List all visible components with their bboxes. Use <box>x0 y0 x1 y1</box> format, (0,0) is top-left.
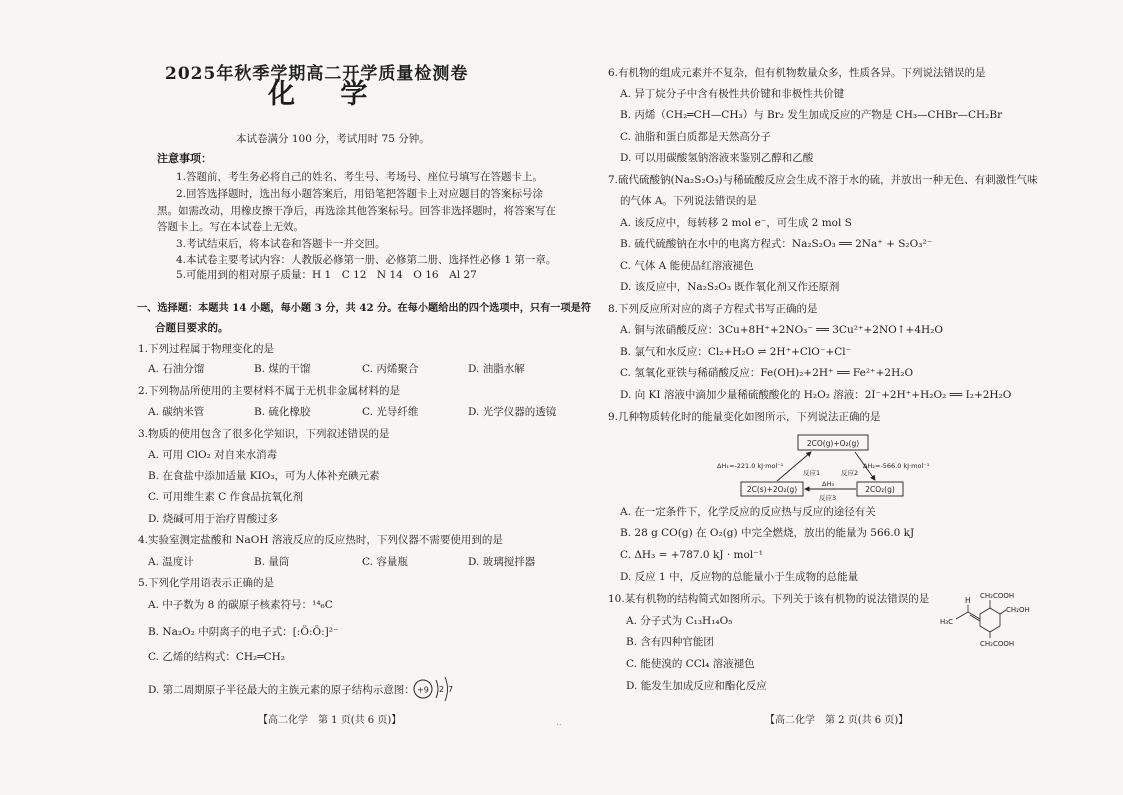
option-a: A. 该反应中，每转移 2 mol e⁻，可生成 2 mol S <box>620 217 852 229</box>
option-b: B. 量筒 <box>254 556 290 568</box>
option-d: D. 第二周期原子半径最大的主族元素的原子结构示意图： <box>148 684 415 696</box>
notice-line: 1.答题前，考生务必将自己的姓名、考生号、考场号、座位号填写在答题卡上。 <box>176 171 544 183</box>
option-c: C. 光导纤维 <box>362 406 419 418</box>
notice-line: 4.本试卷主要考试内容：人教版必修第一册、必修第二册、选择性必修 1 第一章。 <box>176 254 557 266</box>
question-stem: 10.某有机物的结构简式如图所示。下列关于该有机物的说法错误的是 <box>608 593 930 605</box>
dh3-label: ΔH₃ <box>822 480 834 488</box>
option-b: B. 硫代硫酸钠在水中的电离方程式：Na₂S₂O₃ ══ 2Na⁺ + S₂O₃²⁻ <box>620 238 933 250</box>
reaction-3-label: 反应3 <box>819 494 837 502</box>
section-title-cont: 合题目要求的。 <box>155 322 229 334</box>
option-a: A. 在一定条件下，化学反应的反应热与反应的途径有关 <box>620 506 876 518</box>
structure-h: H <box>965 596 971 605</box>
box-left-label: 2C(s)+2O₂(g) <box>746 485 798 494</box>
scan-mark: .. <box>556 718 562 728</box>
option-d: D. 玻璃搅拌器 <box>468 556 536 568</box>
question-stem-cont: 的气体 A。下列说法错误的是 <box>620 195 757 207</box>
notice-title: 注意事项： <box>157 152 212 165</box>
question-stem: 5.下列化学用语表示正确的是 <box>138 577 275 589</box>
reaction-2-label: 反应2 <box>841 469 859 477</box>
option-c: C. 氢氧化亚铁与稀硝酸反应：Fe(OH)₂+2H⁺ ══ Fe²⁺+2H₂O <box>620 367 914 379</box>
atom-shell-1: 2 <box>439 685 445 694</box>
structure-ch2oh: CH₂OH <box>1006 606 1030 614</box>
option-d: D. 光学仪器的透镜 <box>468 406 557 418</box>
option-b: B. 硫化橡胶 <box>254 406 311 418</box>
right-page <box>560 0 1123 795</box>
option-b: B. 煤的干馏 <box>254 363 311 375</box>
option-b: B. 在食盐中添加适量 KIO₃，可为人体补充碘元素 <box>148 470 380 482</box>
option-a: A. 温度计 <box>148 556 194 568</box>
option-c: C. 油脂和蛋白质都是天然高分子 <box>620 131 771 143</box>
option-a: A. 碳纳米管 <box>148 406 205 418</box>
option-a: A. 中子数为 8 的碳原子核素符号：¹⁴₆C <box>148 599 333 611</box>
option-c: C. 可用维生素 C 作食品抗氧化剂 <box>148 491 304 503</box>
exam-info: 本试卷满分 100 分，考试用时 75 分钟。 <box>236 133 430 145</box>
option-b: B. 28 g CO(g) 在 O₂(g) 中完全燃烧，放出的能量为 566.0 kJ <box>620 527 915 539</box>
option-a: A. 石油分馏 <box>148 363 205 375</box>
notice-line: 3.考试结束后，将本试卷和答题卡一并交回。 <box>176 238 386 250</box>
notice-line: 黑。如需改动，用橡皮擦干净后，再选涂其他答案标号。回答非选择题时，将答案写在 <box>157 205 556 217</box>
question-stem: 4.实验室测定盐酸和 NaOH 溶液反应的反应热时，下列仪器不需要使用到的是 <box>138 534 503 546</box>
option-d: D. 可以用碳酸氢钠溶液来鉴别乙醇和乙酸 <box>620 152 814 164</box>
notice-line: 5.可能用到的相对原子质量：H 1 C 12 N 14 O 16 Al 27 <box>176 269 477 281</box>
option-d: D. 反应 1 中，反应物的总能量小于生成物的总能量 <box>620 571 859 583</box>
option-c: C. 容量瓶 <box>362 556 408 568</box>
option-d: D. 烧碱可用于治疗胃酸过多 <box>148 513 279 525</box>
organic-structure-diagram <box>938 588 1058 650</box>
section-title: 一、选择题：本题共 14 小题，每小题 3 分，共 42 分。在每小题给出的四个选项中，只有一项是符 <box>137 302 592 314</box>
question-stem: 3.物质的使用包含了很多化学知识，下列叙述错误的是 <box>138 428 390 440</box>
dh1-label: ΔH₁=-221.0 kJ·mol⁻¹ <box>717 462 784 470</box>
question-stem: 1.下列过程属于物理变化的是 <box>138 343 275 355</box>
box-right-label: 2CO₂(g) <box>865 485 895 494</box>
option-a: A. 铜与浓硝酸反应：3Cu+8H⁺+2NO₃⁻ ══ 3Cu²⁺+2NO↑+4H₂O <box>620 324 944 336</box>
option-b: B. 氯气和水反应：Cl₂+H₂O ⇌ 2H⁺+ClO⁻+Cl⁻ <box>620 346 852 358</box>
box-top-label: 2CO(g)+O₂(g) <box>806 439 860 448</box>
atom-shell-2: 7 <box>448 685 454 694</box>
notice-line: 答题卡上。写在本试卷上无效。 <box>157 221 304 233</box>
option-b: B. 含有四种官能团 <box>626 636 714 648</box>
option-c: C. 丙烯聚合 <box>362 363 419 375</box>
atom-nucleus-label: +9 <box>417 685 429 695</box>
option-d: D. 该反应中，Na₂S₂O₃ 既作氧化剂又作还原剂 <box>620 281 840 293</box>
option-c: C. ΔH₃ = +787.0 kJ · mol⁻¹ <box>620 549 763 561</box>
dh2-label: ΔH₂=-566.0 kJ·mol⁻¹ <box>863 462 930 470</box>
option-b: B. Na₂O₂ 中阴离子的电子式：[:Ö:Ö:]²⁻ <box>148 626 339 638</box>
question-stem: 8.下列反应所对应的离子方程式书写正确的是 <box>608 303 818 315</box>
option-d: D. 向 KI 溶液中滴加少量稀硫酸酸化的 H₂O₂ 溶液：2I⁻+2H⁺+H₂O₂ ══ I₂+2H₂O <box>620 389 1012 401</box>
page-footer: 【高二化学 第 1 页(共 6 页)】 <box>258 715 402 726</box>
option-c: C. 乙烯的结构式：CH₂═CH₂ <box>148 651 285 663</box>
question-stem: 7.硫代硫酸钠(Na₂S₂O₃)与稀硫酸反应会生成不溶于水的硫，并放出一种无色、有刺激性气味 <box>608 174 1038 186</box>
energy-cycle-diagram <box>715 431 950 503</box>
atom-structure-diagram <box>410 672 456 704</box>
question-stem: 9.几种物质转化时的能量变化如图所示，下列说法正确的是 <box>608 411 881 423</box>
subject-title: 化 学 <box>268 79 386 110</box>
option-d: D. 能发生加成反应和酯化反应 <box>626 680 767 692</box>
option-b: B. 丙烯（CH₂═CH—CH₃）与 Br₂ 发生加成反应的产物是 CH₃—CHBr—CH₂Br <box>620 109 1003 121</box>
structure-ch2cooh-bottom: CH₂COOH <box>980 640 1015 648</box>
structure-h3c: H₃C <box>940 618 953 626</box>
structure-ch2cooh-top: CH₂COOH <box>980 592 1015 600</box>
option-a: A. 异丁烷分子中含有极性共价键和非极性共价键 <box>620 88 845 100</box>
question-stem: 2.下列物品所使用的主要材料不属于无机非金属材料的是 <box>138 385 401 397</box>
benzene-ring <box>980 608 1000 632</box>
option-a: A. 分子式为 C₁₃H₁₄O₅ <box>626 615 733 627</box>
option-d: D. 油脂水解 <box>468 363 525 375</box>
option-a: A. 可用 ClO₂ 对自来水消毒 <box>148 449 278 461</box>
exam-title: 2025年秋季学期高二开学质量检测卷 <box>165 64 469 84</box>
reaction-1-label: 反应1 <box>803 469 821 477</box>
page-footer: 【高二化学 第 2 页(共 6 页)】 <box>765 715 909 726</box>
notice-line: 2.回答选择题时，选出每小题答案后，用铅笔把答题卡上对应题目的答案标号涂 <box>176 188 544 200</box>
option-c: C. 能使溴的 CCl₄ 溶液褪色 <box>626 658 755 670</box>
question-stem: 6.有机物的组成元素并不复杂，但有机物数量众多，性质各异。下列说法错误的是 <box>608 67 986 79</box>
option-c: C. 气体 A 能使品红溶液褪色 <box>620 260 754 272</box>
